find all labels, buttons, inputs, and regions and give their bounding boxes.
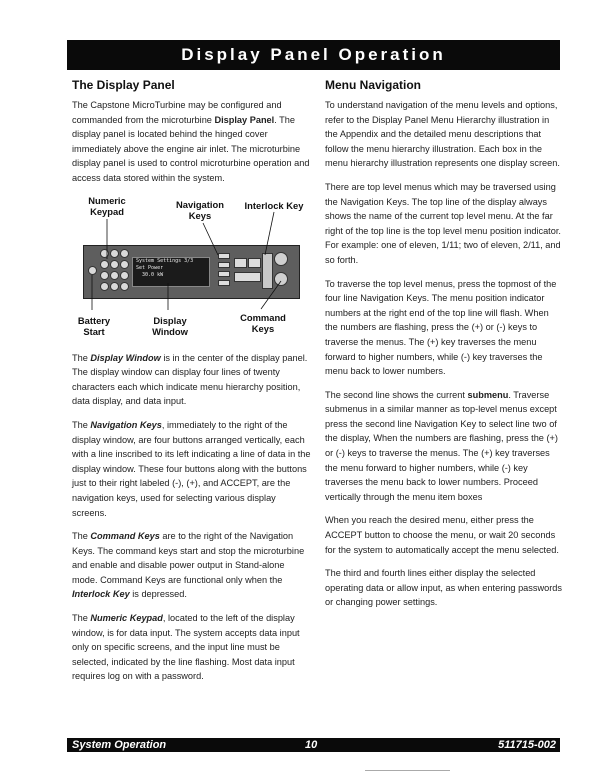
menu-paragraph-5: When you reach the desired menu, either press the ACCEPT button to choose the menu, or wait 20 seconds for the system to automatically accept the menu selected. xyxy=(325,515,559,555)
menu-navigation-heading: Menu Navigation xyxy=(325,78,422,92)
menu-paragraph-4: The second line shows the current submenu. Traverse submenus in a similar manner as top-level menus except press the second line Navigation Key to select line two of the display, When the numbers are flashing, press the (+) or (-) keys to traverse the menus. The (+) key traverses the menu forward to higher numbers, while (-) key traverses the menu back to lower numbers. Proceed vertically through the menu item boxes xyxy=(325,389,558,502)
display-window-screen: System Settings 3/3 Set Power 30.0 kW xyxy=(132,257,210,287)
numeric-keypad-paragraph: The Numeric Keypad, located to the left of the display window, is for data input. The system accepts data input only on specific screens, and the input line must be selected, indicated by the line flashing. Most data input requires log on with a password. xyxy=(72,613,300,682)
label-numeric-keypad: Numeric Keypad xyxy=(88,194,126,217)
navigation-keys-paragraph: The Navigation Keys, immediately to the right of the display window, are four buttons arranged vertically, each with a line inscribed to its left indicating a line of data in the display window. These four buttons along with the buttons just to their right labeled (-), (+), and ACCEPT, are the navigation keys, used for selecting various display screens. xyxy=(72,419,311,518)
label-display-window: Display Window xyxy=(152,314,188,337)
menu-paragraph-6: The third and fourth lines either display the selected operating data or allow input, as when entering passwords or changing power settings. xyxy=(325,568,562,608)
menu-paragraph-2: There are top level menus which may be traversed using the Navigation Keys. The top line of the display always shows the name of the current top level menu. At the far right of the top line is the top level menu position indicator. For example: one of eleven, 1/11; two of eleven, 2/11, and so forth. xyxy=(325,181,561,265)
label-command-keys: Command Keys xyxy=(240,311,286,334)
right-column xyxy=(325,78,563,619)
display-panel-heading: The Display Panel xyxy=(72,78,175,92)
display-panel-figure xyxy=(72,195,312,340)
footer-page-number: 10 xyxy=(305,739,318,751)
intro-paragraph: The Capstone MicroTurbine may be configured and commanded from the microturbine Display Panel. The display panel is located behind the hinged cover immediately above the engine air inlet. The microturbine display panel is used to control microturbine operation and access data stored within the system. xyxy=(72,100,310,183)
command-keys-paragraph: The Command Keys are to the right of the Navigation Keys. The command keys start and stop the microturbine and enable and disable power output in Stand-alone mode. Command Keys are functional only when the Interlock Key is depressed. xyxy=(72,531,305,600)
menu-paragraph-3: To traverse the top level menus, press the topmost of the four line Navigation Keys. The menu position indicator numbers at the right end of the top line will flash. When the numbers are flashing, press the (+) or (-) keys to traverse the menus. The (+) key traverses the menu forward to higher numbers, while (-) key traverses the menu back to lower numbers. xyxy=(325,278,557,377)
label-battery-start: Battery Start xyxy=(77,314,111,337)
label-interlock-key: Interlock Key xyxy=(244,199,304,211)
left-column xyxy=(72,78,312,693)
page-footer xyxy=(67,738,560,752)
label-navigation-keys: Navigation Keys xyxy=(176,198,224,221)
display-window-paragraph: The Display Window is in the center of the display panel. The display window can display four lines of twenty characters each which indicate menu hierarchy position, data display, and data input. xyxy=(72,352,308,407)
page-title: Display Panel Operation xyxy=(67,40,560,70)
bottom-rule xyxy=(365,770,450,771)
menu-paragraph-1: To understand navigation of the menu levels and options, refer to the Display Panel Menu Hierarchy illustration in the Appendix and the detailed menu descriptions that follow the menu hierarchy illustration. Each box in the menu hierarchy illustration represents one display screen. xyxy=(325,100,560,169)
footer-doc-number: 511715-002 xyxy=(498,739,556,751)
footer-section: System Operation xyxy=(72,739,167,751)
